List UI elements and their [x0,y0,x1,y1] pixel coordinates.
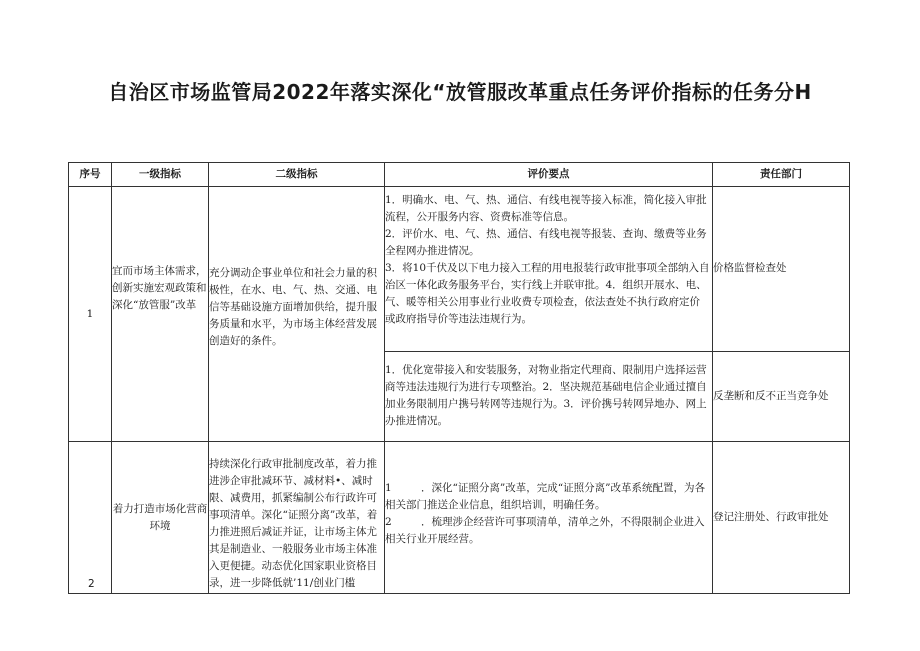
list-item-number: 1 [385,482,392,494]
row2-primary-indicator: 着力打造市场化营商环境 [112,503,208,532]
list-item [385,514,710,548]
list-item: 3．将10千伏及以下电力接入工程的用电报装行政审批事项全部纳入自治区一体化政务服务平台，实行线上并联审批。4．组织开展水、电、气、暖等相关公用事业行业收费专项检查，依法查处不执行政府定价或政府指导价等违法违规行为。 [385,262,710,325]
row1-no: 1 [86,307,94,320]
list-item-number: 2 [385,516,392,528]
table-border-right [849,162,850,594]
list-item-text: ．深化“证照分离”改革，完成“证照分离”改革系统配置，为各相关部门推送企业信息，组织培训，明确任务。 [385,482,705,511]
header-secondary-indicator: 二级指标 [275,168,318,180]
header-primary-indicator: 一级指标 [139,168,181,180]
list-item: 1．明确水、电、气、热、通信、有线电视等接入标准，简化接入审批流程，公开服务内容、资费标准等信息。 [385,194,707,223]
task-table [68,162,850,594]
header-divider [68,186,850,187]
row2-no: 2 [88,578,95,590]
subrow-divider [384,351,850,352]
row1-dept-b: 反垄断和反不正当竞争处 [713,390,829,402]
row1-evaluation-points-a [385,192,710,328]
list-item [385,480,710,514]
document-title: 自治区市场监管局2022年落实深化“放管服改革重点任务评价指标的任务分H [108,80,812,104]
row2-evaluation-points [385,480,710,548]
row1-evaluation-points-b: 1．优化宽带接入和安装服务，对物业指定代理商、限制用户选择运营商等违法违规行为进行专项整治。2．坚决规范基础电信企业通过擅自加业务限制用户携号转网等违规行为。3．评价携号转网异地办、网上办推进情况。 [385,364,707,427]
row2-secondary-indicator: 持续深化行政审批制度改革，着力推进涉企审批减环节、减材料•、减时限、减费用，抓紧编制公布行政许可事项清单。深化“证照分离”改革，着力推进照后减证并证，让市场主体尤其是制造业、一般服务业市场主体准入更便捷。动态优化国家职业资格目录，进一步降低就’11/创业门槛 [209,458,378,589]
row1-primary-indicator: 宜而市场主体需求，创新实施宏观政策和深化“放管服”改革 [112,265,207,311]
row1-secondary-indicator: 充分调动企事业单位和社会力量的积极性，在水、电、气、热、交通、电信等基础设施方面增加供给，提升服务质量和水平，为市场主体经营发展创造好的条件。 [209,267,377,347]
row1-dept-a: 价格监督检查处 [713,262,787,274]
header-evaluation-points: 评价要点 [527,168,570,180]
header-no: 序号 [79,168,101,180]
row2-dept: 登记注册处、行政审批处 [713,511,829,523]
col-divider-4 [712,162,713,594]
header-responsible-dept: 责任部门 [760,168,802,180]
row-divider [68,441,850,442]
list-item-text: ．梳理涉企经营许可事项清单，清单之外，不得限制企业进入相关行业开展经营。 [385,516,705,545]
list-item: 2．评价水、电、气、热、通信、有线电视等报装、查询、缴费等业务全程网办推进情况。 [385,228,707,257]
table-border-bottom [68,593,850,594]
